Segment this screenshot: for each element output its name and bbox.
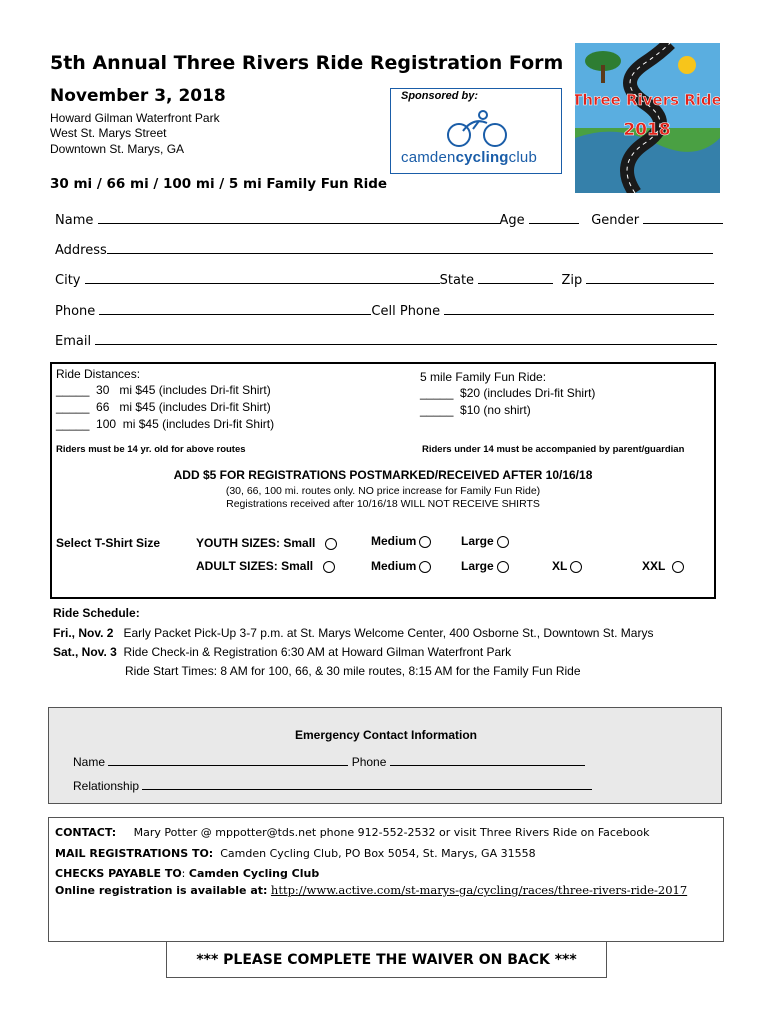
emergency-name-row: [73, 754, 585, 769]
cyclist-logo-icon: [443, 107, 513, 149]
event-date: November 3, 2018: [50, 86, 226, 106]
adult-medium-radio[interactable]: [419, 561, 431, 573]
schedule-saturday: Sat., Nov. 3 Ride Check-in & Registration 6:30 AM at Howard Gilman Waterfront Park: [53, 645, 512, 659]
poster-title: Three Rivers Ride: [575, 91, 720, 109]
schedule-heading: Ride Schedule:: [53, 606, 140, 620]
name-label: Name: [55, 213, 94, 228]
address-label: Address: [55, 243, 107, 258]
ride-distances-heading: 30 mi / 66 mi / 100 mi / 5 mi Family Fun Ride: [50, 176, 388, 192]
youth-small-option[interactable]: YOUTH SIZES: Small: [196, 536, 337, 550]
youth-medium-radio[interactable]: [419, 536, 431, 548]
state-label: State: [439, 273, 475, 288]
age-field[interactable]: [529, 212, 579, 224]
tshirt-size-label: Select T-Shirt Size: [56, 536, 161, 550]
fun-ride-label: 5 mile Family Fun Ride:: [420, 370, 547, 384]
poster-artwork: [575, 43, 720, 193]
emergency-relationship-label: Relationship: [73, 779, 140, 793]
adult-medium-option[interactable]: Medium: [371, 559, 431, 573]
city-label: City: [55, 273, 81, 288]
emergency-contact-box: [48, 707, 722, 804]
youth-large-option[interactable]: Large: [461, 534, 509, 548]
youth-small-radio[interactable]: [325, 538, 337, 550]
ride-option-30[interactable]: _____ 30 mi $45 (includes Dri-fit Shirt): [56, 383, 271, 397]
registration-options-box: [50, 362, 716, 599]
address-line-2: West St. Marys Street: [50, 126, 167, 140]
address-row: [55, 242, 713, 258]
contact-box: [48, 817, 724, 942]
youth-large-radio[interactable]: [497, 536, 509, 548]
zip-field[interactable]: [586, 272, 714, 284]
late-fee-heading: ADD $5 FOR REGISTRATIONS POSTMARKED/RECEIVED AFTER 10/16/18: [173, 468, 593, 482]
ride-distances-label: Ride Distances:: [56, 367, 141, 381]
email-row: [55, 333, 717, 349]
email-label: Email: [55, 334, 92, 349]
schedule-friday: Fri., Nov. 2 Early Packet Pick-Up 3-7 p.m. at St. Marys Welcome Center, 400 Osborne St., Downtown St. Marys: [53, 626, 654, 640]
poster-year: 2018: [623, 120, 671, 140]
emergency-name-label: Name: [73, 755, 106, 769]
mail-line: MAIL REGISTRATIONS TO: Camden Cycling Club, PO Box 5054, St. Marys, GA 31558: [55, 847, 536, 860]
address-line-3: Downtown St. Marys, GA: [50, 142, 185, 156]
name-age-gender-row: [55, 212, 723, 228]
emergency-relationship-field[interactable]: [142, 778, 592, 790]
late-fee-note-2: Registrations received after 10/16/18 WILL NOT RECEIVE SHIRTS: [226, 498, 540, 510]
adult-small-option[interactable]: ADULT SIZES: Small: [196, 559, 335, 573]
emergency-phone-field[interactable]: [390, 754, 585, 766]
adult-xxl-radio[interactable]: [672, 561, 684, 573]
email-field[interactable]: [95, 333, 717, 345]
adult-large-radio[interactable]: [497, 561, 509, 573]
address-field[interactable]: [107, 242, 713, 254]
adult-xxl-option[interactable]: XXL: [642, 559, 684, 573]
sponsor-label: Sponsored by:: [401, 90, 479, 102]
phone-label: Phone: [55, 304, 96, 319]
address-line-1: Howard Gilman Waterfront Park: [50, 111, 220, 125]
adult-xl-radio[interactable]: [570, 561, 582, 573]
sponsor-box: [390, 88, 562, 174]
adult-xl-option[interactable]: XL: [552, 559, 582, 573]
fun-ride-note: Riders under 14 must be accompanied by parent/guardian: [422, 444, 685, 455]
youth-medium-option[interactable]: Medium: [371, 534, 431, 548]
gender-field[interactable]: [643, 212, 723, 224]
sponsor-logo-text: camdencyclingclub: [401, 149, 537, 166]
cell-phone-label: Cell Phone: [371, 304, 441, 319]
emergency-heading: Emergency Contact Information: [294, 728, 478, 742]
schedule-start-times: Ride Start Times: 8 AM for 100, 66, & 30 mile routes, 8:15 AM for the Family Fun Ride: [125, 664, 581, 678]
emergency-name-field[interactable]: [108, 754, 348, 766]
ride-age-note: Riders must be 14 yr. old for above routes: [56, 444, 246, 455]
age-label: Age: [499, 213, 525, 228]
city-state-zip-row: [55, 272, 714, 288]
phone-row: [55, 303, 714, 319]
fun-ride-option-10[interactable]: _____ $10 (no shirt): [420, 403, 531, 417]
adult-small-radio[interactable]: [323, 561, 335, 573]
city-field[interactable]: [85, 272, 440, 284]
contact-line: CONTACT: Mary Potter @ mppotter@tds.net phone 912-552-2532 or visit Three Rivers Ride on Facebook: [55, 826, 650, 839]
gender-label: Gender: [591, 213, 640, 228]
form-title: 5th Annual Three Rivers Ride Registration Form: [50, 52, 564, 74]
cell-phone-field[interactable]: [444, 303, 714, 315]
ride-option-66[interactable]: _____ 66 mi $45 (includes Dri-fit Shirt): [56, 400, 271, 414]
online-registration-link[interactable]: http://www.active.com/st-marys-ga/cycling/races/three-rivers-ride-2017: [270, 883, 688, 897]
late-fee-note-1: (30, 66, 100 mi. routes only. NO price increase for Family Fun Ride): [225, 485, 541, 497]
waiver-notice: *** PLEASE COMPLETE THE WAIVER ON BACK ***: [166, 941, 607, 978]
emergency-phone-label: Phone: [351, 755, 387, 769]
state-field[interactable]: [478, 272, 553, 284]
ride-option-100[interactable]: _____ 100 mi $45 (includes Dri-fit Shirt): [56, 417, 275, 431]
phone-field[interactable]: [99, 303, 371, 315]
online-line: Online registration is available at: http://www.active.com/st-marys-ga/cycling/races/three-rivers-ride-2017: [55, 883, 688, 897]
emergency-relationship-row: [73, 778, 592, 793]
checks-line: CHECKS PAYABLE TO: Camden Cycling Club: [55, 867, 320, 880]
name-field[interactable]: [98, 212, 500, 224]
event-poster: [575, 43, 720, 193]
adult-large-option[interactable]: Large: [461, 559, 509, 573]
zip-label: Zip: [561, 273, 583, 288]
fun-ride-option-20[interactable]: _____ $20 (includes Dri-fit Shirt): [420, 386, 596, 400]
